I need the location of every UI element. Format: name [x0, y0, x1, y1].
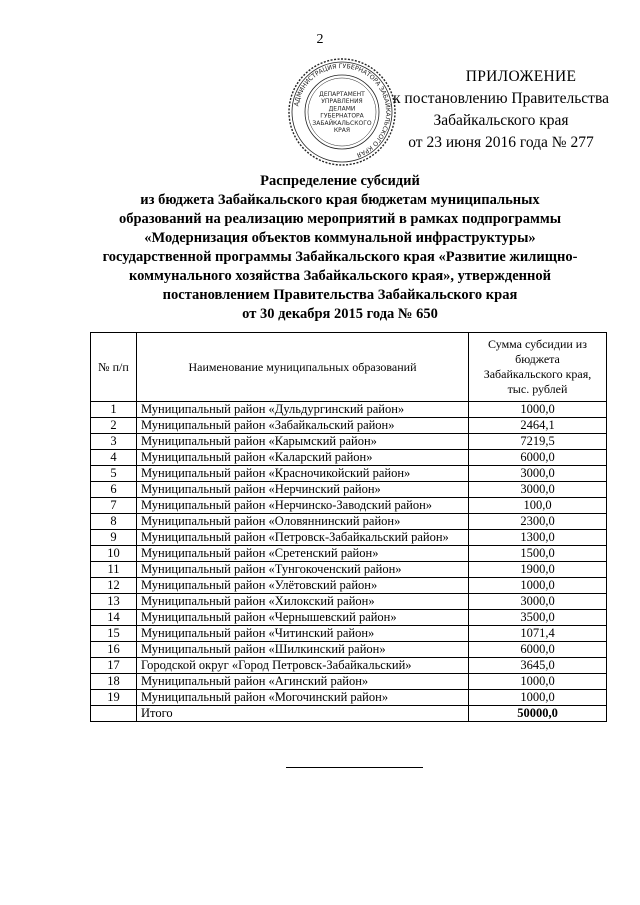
stamp-center-text: ДЕЛАМИ	[328, 105, 356, 113]
municipality-name-cell: Муниципальный район «Петровск-Забайкальский район»	[137, 530, 469, 546]
row-number-cell: 13	[91, 594, 137, 610]
total-empty-cell	[91, 706, 137, 722]
heading-line: государственной программы Забайкальского края «Развитие жилищно-	[102, 249, 578, 265]
stamp-center-text: ГУБЕРНАТОРА	[320, 112, 364, 120]
row-number-cell: 12	[91, 578, 137, 594]
municipality-name-cell: Городской округ «Город Петровск-Забайкальский»	[137, 658, 469, 674]
row-number-cell: 19	[91, 690, 137, 706]
page-number: 2	[316, 32, 324, 47]
table-row	[91, 514, 607, 530]
subsidy-amount-cell: 2464,1	[469, 418, 607, 434]
municipality-name-cell: Муниципальный район «Тунгокоченский район»	[137, 562, 469, 578]
table-row	[91, 658, 607, 674]
subsidy-amount-cell: 3000,0	[469, 594, 607, 610]
annex-line: к постановлению Правительства	[393, 90, 609, 107]
table-row	[91, 674, 607, 690]
table-row	[91, 562, 607, 578]
table-row	[91, 690, 607, 706]
table-row	[91, 450, 607, 466]
subsidy-amount-cell: 100,0	[469, 498, 607, 514]
row-number-cell: 1	[91, 402, 137, 418]
subsidy-amount-cell: 3000,0	[469, 466, 607, 482]
heading-line: из бюджета Забайкальского края бюджетам муниципальных	[140, 192, 540, 208]
annex-title: ПРИЛОЖЕНИЕ	[465, 68, 577, 85]
subsidy-amount-cell: 1500,0	[469, 546, 607, 562]
row-number-cell: 3	[91, 434, 137, 450]
row-number-cell: 7	[91, 498, 137, 514]
subsidy-distribution-table	[90, 332, 607, 722]
heading-line: коммунального хозяйства Забайкальского края», утвержденной	[129, 268, 551, 284]
municipality-name-cell: Муниципальный район «Хилокский район»	[137, 594, 469, 610]
subsidy-amount-cell: 1900,0	[469, 562, 607, 578]
stamp-center-text: ЗАБАЙКАЛЬСКОГО	[312, 119, 372, 127]
municipality-name-cell: Муниципальный район «Нерчинский район»	[137, 482, 469, 498]
heading-line: образований на реализацию мероприятий в рамках подпрограммы	[118, 211, 562, 227]
row-number-cell: 2	[91, 418, 137, 434]
municipality-name-cell: Муниципальный район «Нерчинско-Заводский район»	[137, 498, 469, 514]
table-row	[91, 578, 607, 594]
table-body	[91, 402, 607, 722]
heading-line: Распределение субсидий	[260, 173, 420, 189]
row-number-cell: 10	[91, 546, 137, 562]
row-number-cell: 9	[91, 530, 137, 546]
table-row	[91, 642, 607, 658]
table-total-row	[91, 706, 607, 722]
heading-line: постановлением Правительства Забайкальского края	[162, 287, 518, 303]
row-number-cell: 8	[91, 514, 137, 530]
header-subsidy-amount: Сумма субсидии из бюджета Забайкальского края, тыс. рублей	[469, 333, 607, 402]
municipality-name-cell: Муниципальный район «Могочинский район»	[137, 690, 469, 706]
document-heading	[60, 172, 620, 324]
total-amount-cell: 50000,0	[469, 706, 607, 722]
table-row	[91, 402, 607, 418]
heading-line: «Модернизация объектов коммунальной инфраструктуры»	[144, 230, 536, 246]
stamp-center-text: ДЕПАРТАМЕНТ	[319, 91, 365, 98]
total-label-cell: Итого	[137, 706, 469, 722]
municipality-name-cell: Муниципальный район «Читинский район»	[137, 626, 469, 642]
municipality-name-cell: Муниципальный район «Чернышевский район»	[137, 610, 469, 626]
end-divider-line	[286, 767, 423, 768]
heading-line: от 30 декабря 2015 года № 650	[242, 306, 438, 322]
subsidy-amount-cell: 6000,0	[469, 642, 607, 658]
row-number-cell: 5	[91, 466, 137, 482]
municipality-name-cell: Муниципальный район «Каларский район»	[137, 450, 469, 466]
header-number: № п/п	[91, 333, 137, 402]
row-number-cell: 17	[91, 658, 137, 674]
row-number-cell: 6	[91, 482, 137, 498]
table-header-row	[91, 333, 607, 402]
table-row	[91, 418, 607, 434]
table-row	[91, 626, 607, 642]
subsidy-amount-cell: 3000,0	[469, 482, 607, 498]
row-number-cell: 15	[91, 626, 137, 642]
annex-block	[350, 66, 622, 154]
subsidy-amount-cell: 3645,0	[469, 658, 607, 674]
annex-line: от 23 июня 2016 года № 277	[408, 134, 594, 151]
row-number-cell: 18	[91, 674, 137, 690]
table-row	[91, 466, 607, 482]
header-municipality-name: Наименование муниципальных образований	[137, 333, 469, 402]
municipality-name-cell: Муниципальный район «Забайкальский район»	[137, 418, 469, 434]
row-number-cell: 16	[91, 642, 137, 658]
table-row	[91, 482, 607, 498]
table-row	[91, 546, 607, 562]
table-row	[91, 594, 607, 610]
municipality-name-cell: Муниципальный район «Шилкинский район»	[137, 642, 469, 658]
table-row	[91, 498, 607, 514]
subsidy-amount-cell: 1000,0	[469, 402, 607, 418]
subsidy-amount-cell: 1071,4	[469, 626, 607, 642]
stamp-ring-text: АДМИНИСТРАЦИЯ ГУБЕРНАТОРА ЗАБАЙКАЛЬСКОГО КРАЯ	[293, 62, 392, 159]
table-row	[91, 434, 607, 450]
annex-line: Забайкальского края	[433, 112, 569, 129]
municipality-name-cell: Муниципальный район «Агинский район»	[137, 674, 469, 690]
table-row	[91, 610, 607, 626]
row-number-cell: 14	[91, 610, 137, 626]
subsidy-amount-cell: 1000,0	[469, 690, 607, 706]
table-row	[91, 530, 607, 546]
municipality-name-cell: Муниципальный район «Сретенский район»	[137, 546, 469, 562]
municipality-name-cell: Муниципальный район «Карымский район»	[137, 434, 469, 450]
stamp-center-text: УПРАВЛЕНИЯ	[321, 98, 363, 106]
subsidy-amount-cell: 6000,0	[469, 450, 607, 466]
row-number-cell: 11	[91, 562, 137, 578]
subsidy-amount-cell: 1000,0	[469, 578, 607, 594]
subsidy-amount-cell: 1000,0	[469, 674, 607, 690]
stamp-center-text: КРАЯ	[333, 127, 351, 134]
municipality-name-cell: Муниципальный район «Красночикойский район»	[137, 466, 469, 482]
row-number-cell: 4	[91, 450, 137, 466]
subsidy-amount-cell: 1300,0	[469, 530, 607, 546]
subsidy-amount-cell: 7219,5	[469, 434, 607, 450]
municipality-name-cell: Муниципальный район «Улётовский район»	[137, 578, 469, 594]
subsidy-amount-cell: 3500,0	[469, 610, 607, 626]
subsidy-amount-cell: 2300,0	[469, 514, 607, 530]
municipality-name-cell: Муниципальный район «Оловяннинский район»	[137, 514, 469, 530]
municipality-name-cell: Муниципальный район «Дульдургинский район»	[137, 402, 469, 418]
